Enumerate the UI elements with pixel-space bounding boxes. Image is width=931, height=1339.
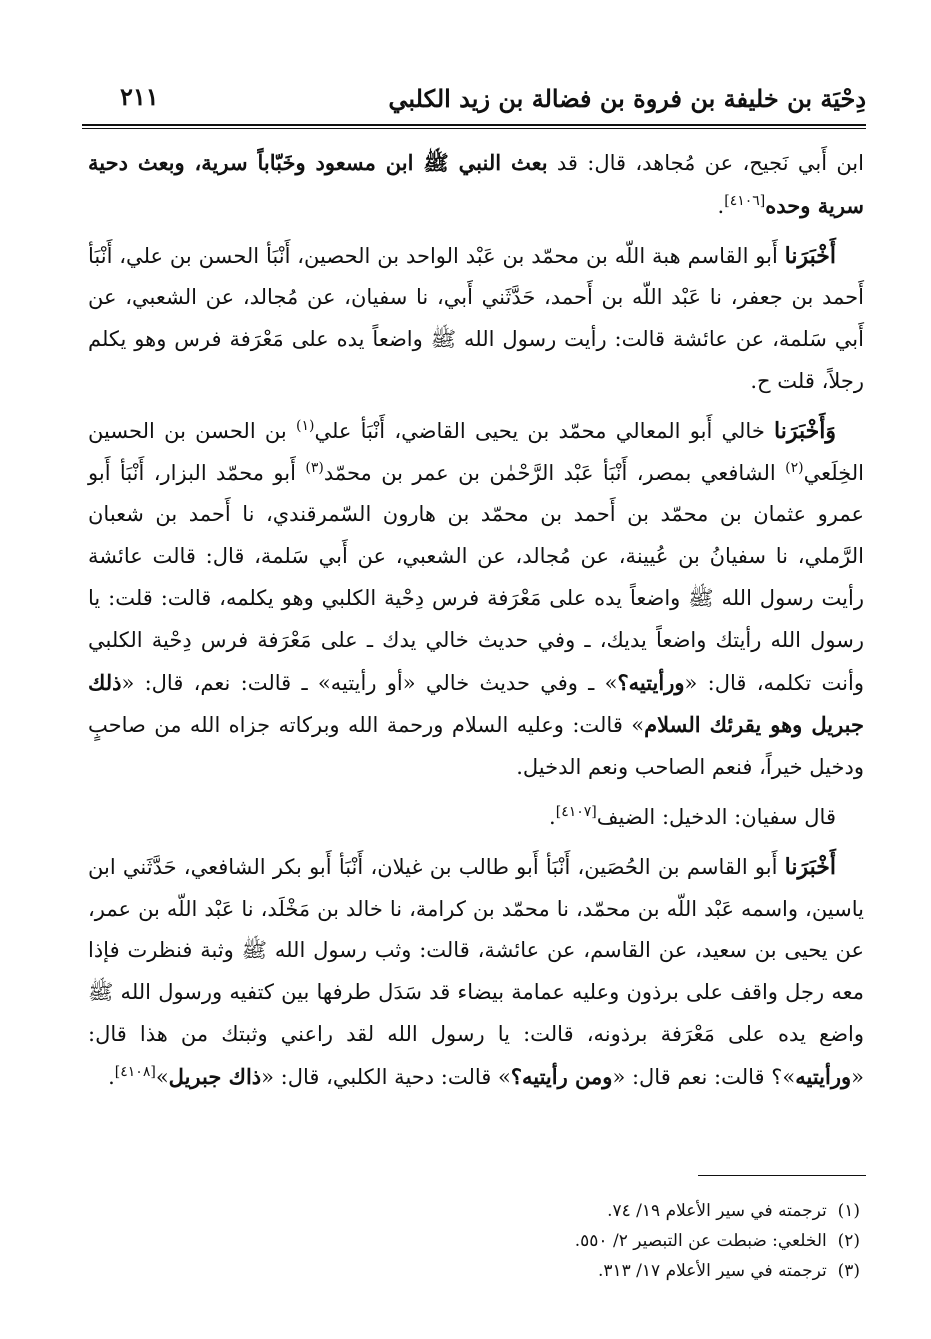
paragraph-4 xyxy=(88,797,864,839)
p5-bold-2: ومن رأيتيه؟ xyxy=(510,1063,613,1089)
footnote-separator xyxy=(698,1175,866,1176)
footnote-text: الخلعي: ضبطت عن التبصير ٢/ ٥٥٠. xyxy=(574,1231,827,1251)
p3-bold-1: ورأيتيه؟ xyxy=(617,669,685,695)
p5-end: . xyxy=(108,1064,115,1089)
p3-text-5: » ـ وفي حديث خالي «أو رأيتيه» ـ قالت: نعم، قال: « xyxy=(121,670,618,695)
p3-text-6: » قالت: وعليه السلام ورحمة الله وبركاته جزاه الله من صاحبٍ ودخيل خيراً، فنعم الصاحب ونعم الدخيل. xyxy=(88,713,864,780)
footnote-marker-3: (٣) xyxy=(305,459,324,476)
p5-text-3: » قالت: دحية الكلبي، قال: « xyxy=(261,1064,511,1089)
p3-bold-2: ذلك جبريل وهو يقرئك السلام xyxy=(88,669,865,738)
p5-text-2: »؟ قالت: نعم قال: « xyxy=(612,1064,796,1089)
p5-text-1: أَبو القاسم بن الحُصَين، أَنْبَأ أَبو طالب بن غيلان، أَنْبَأ أَبو بكر الشافعي، حَدَّثَني ابن ياسين، واسمه عَبْد اللّه بن محمّد، نا محمّد بن كرامة، نا خالد بن مَخْلَد، نا عَبْد اللّه بن عمر، عن يحيى بن سعيد، عن القاسم، عن عائشة، قالت: وثب رسول الله ﷺ وثبة فنظرت فإذا معه رجل واقف على برذون وعليه عمامة بيضاء قد سَدَل طرفها بين كتفيه ورسول الله ﷺ واضع يده على مَعْرَفة برذونه، قالت: يا رسول الله لقد راعني وثبتك من هذا قال: « xyxy=(88,854,864,1089)
footnote-number: (١) xyxy=(837,1201,860,1221)
p3-text-2: بن الحسن بن الحسين الخِلَعي xyxy=(88,418,864,485)
p1-reference: [٤١٠٦] xyxy=(724,192,766,209)
p5-bold-3: ذاك جبريل xyxy=(168,1063,262,1089)
header-rule xyxy=(82,124,866,129)
p4-end: . xyxy=(549,804,556,829)
p4-reference: [٤١٠٧] xyxy=(555,803,597,820)
footnote-number: (٢) xyxy=(837,1231,860,1251)
paragraph-3 xyxy=(88,411,864,789)
p3-text-3: الشافعي بمصر، أَنْبَأ عَبْد الرَّحْمٰن بن عمر بن محمّد xyxy=(323,460,786,485)
footnote-2 xyxy=(88,1226,860,1256)
main-text xyxy=(88,142,864,1107)
p5-bold-1: ورأيتيه xyxy=(795,1063,852,1089)
p2-lead-word: أَخْبَرَنا xyxy=(784,242,836,269)
p5-reference: [٤١٠٨] xyxy=(114,1063,156,1080)
running-header xyxy=(82,72,866,122)
footnote-3 xyxy=(88,1256,860,1286)
p5-text-4: » xyxy=(155,1064,169,1089)
page-number: ٢١١ xyxy=(120,82,159,111)
header-title: دِحْيَة بن خليفة بن فروة بن فضالة بن زيد الكلبي xyxy=(388,84,866,113)
footnote-marker-2: (٢) xyxy=(785,459,804,476)
p2-text: أَبو القاسم هبة اللّه بن محمّد بن عَبْد الواحد بن الحصين، أَنْبَأ الحسن بن علي، أَنْبَأ أَحمد بن جعفر، نا عَبْد اللّه بن أَحمد، حَدَّثَني أَبي، نا سفيان، عن مُجالد، عن الشعبي، عن أَبي سَلمة، عن عائشة قالت: رأيت رسول الله ﷺ واضعاً يده على مَعْرَفة فرس وهو يكلم رجلاً، قلت ح. xyxy=(88,243,864,393)
footnote-marker-1: (١) xyxy=(295,417,315,434)
footnote-number: (٣) xyxy=(837,1261,860,1281)
paragraph-1 xyxy=(88,142,864,228)
p1-text: ابن أَبي نَجيح، عن مُجاهد، قال: قد xyxy=(547,151,864,175)
p3-text-4: أَبو محمّد البزار، أَنْبَأ أَبو عمرو عثمان بن محمّد بن أَحمد بن محمّد بن هارون السّمرقندي، نا أَحمد بن شعبان الرَّملي، نا سفيانُ بن عُيينة، عن مُجالد، عن الشعبي، عن أَبي سَلمة، قال: قالت عائشة رأيت رسول الله ﷺ واضعاً يده على مَعْرَفة فرس دِحْية الكلبي وهو يكلمه، قالت: قلت: يا رسول الله رأيتك واضعاً يديك، ـ وفي حديث خالي يدك ـ على مَعْرَفة فرس دِحْية الكلبي وأنت تكلمه، قال: « xyxy=(88,460,864,695)
footnote-text: ترجمته في سير الأعلام ١٩/ ٧٤. xyxy=(607,1201,827,1221)
p1-bold-text: بعث النبي ﷺ ابن مسعود وخَبّاباً سرية، وبعث دحية سرية وحده xyxy=(88,150,864,218)
paragraph-5 xyxy=(88,847,864,1099)
p5-lead-word: أَخْبَرَنا xyxy=(784,853,836,880)
footnotes xyxy=(88,1196,860,1286)
p3-lead-word: وَأَخْبَرَنا xyxy=(774,417,836,444)
p4-text: قال سفيان: الدخيل: الضيف xyxy=(596,804,836,829)
footnote-text: ترجمته في سير الأعلام ١٧/ ٣١٣. xyxy=(597,1261,827,1281)
p1-end: . xyxy=(717,193,725,218)
p3-text-1: خالي أَبو المعالي محمّد بن يحيى القاضي، أَنْبَأ علي xyxy=(314,418,775,443)
footnote-1 xyxy=(88,1196,860,1226)
paragraph-2 xyxy=(88,236,864,403)
